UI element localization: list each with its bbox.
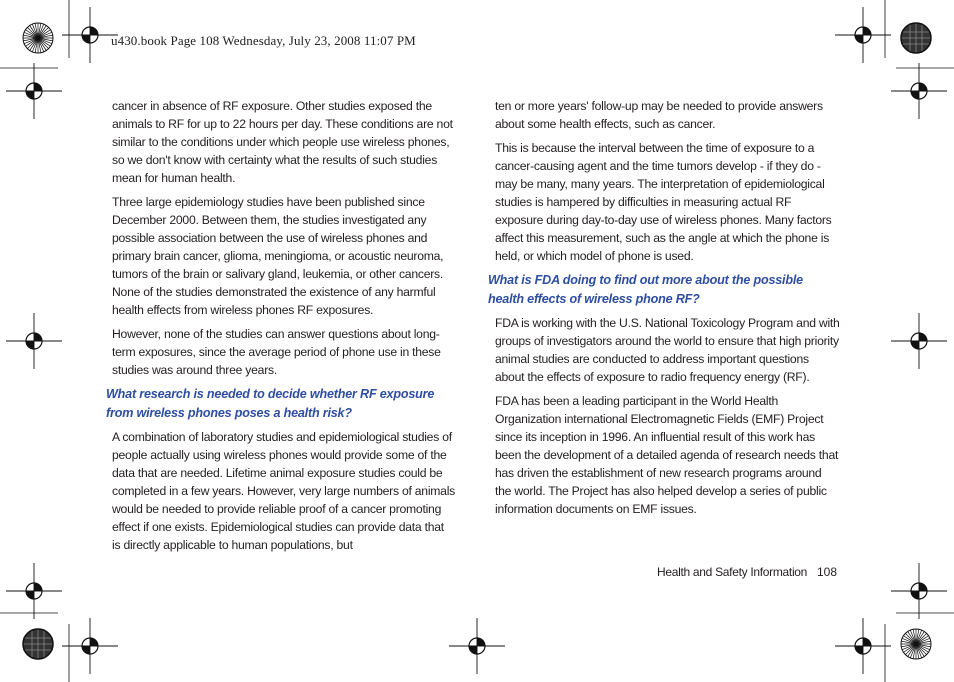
body-paragraph: cancer in absence of RF exposure. Other studies exposed the animals to RF for up to 22 hours per day. These conditions are not similar to the conditions under which people use wireless phones, so we don't know with certainty what the results of such studies mean for human health. [112,99,453,185]
body-paragraph: This is because the interval between the time of exposure to a cancer-causing agent and the time tumors develop - if they do - may be many, many years. The interpretation of epidemiological studies is hampered by difficulties in measuring actual RF exposure during day-to-day use of wireless phones. Many factors affect this measurement, such as the angle at which the phone is held, or which model of phone is used. [495,141,832,263]
left-column [106,97,456,560]
running-head: u430.book Page 108 Wednesday, July 23, 2008 11:07 PM [111,33,416,48]
question-heading: What is FDA doing to find out more about the possible health effects of wireless phone RF? [488,273,803,306]
right-column [488,97,840,524]
body-paragraph: However, none of the studies can answer questions about long-term exposures, since the average period of phone use in these studies was around three years. [112,327,441,377]
body-paragraph: Three large epidemiology studies have been published since December 2000. Between them, the studies investigated any possible association between the use of wireless phones and primary brain cancer, glioma, meningioma, or acoustic neuroma, tumors of the brain or salivary gland, leukemia, or other cancers. None of the studies demonstrated the existence of any harmful health effects from wireless phones RF exposures. [112,195,444,317]
body-paragraph: FDA has been a leading participant in the World Health Organization international Electromagnetic Fields (EMF) Project since its inception in 1996. An influential result of this work has been the development of a detailed agenda of research needs that has driven the establishment of new research programs around the world. The Project has also helped develop a series of public information documents on EMF issues. [495,394,839,516]
body-paragraph: A combination of laboratory studies and epidemiological studies of people actually using wireless phones would provide some of the data that are needed. Lifetime animal exposure studies could be completed in a few years. However, very large numbers of animals would be needed to provide reliable proof of a cancer promoting effect if one exists. Epidemiological studies can provide data that is directly applicable to human populations, but [112,430,456,552]
page-number: 108 [817,565,838,579]
footer-section-title: Health and Safety Information [657,565,808,579]
question-heading: What research is needed to decide whether RF exposure from wireless phones poses a health risk? [106,387,435,420]
body-paragraph: FDA is working with the U.S. National Toxicology Program and with groups of investigators around the world to ensure that high priority animal studies are conducted to address important questions about the effects of exposure to radio frequency energy (RF). [495,316,840,384]
body-paragraph: ten or more years' follow-up may be needed to provide answers about some health effects, such as cancer. [495,99,823,131]
